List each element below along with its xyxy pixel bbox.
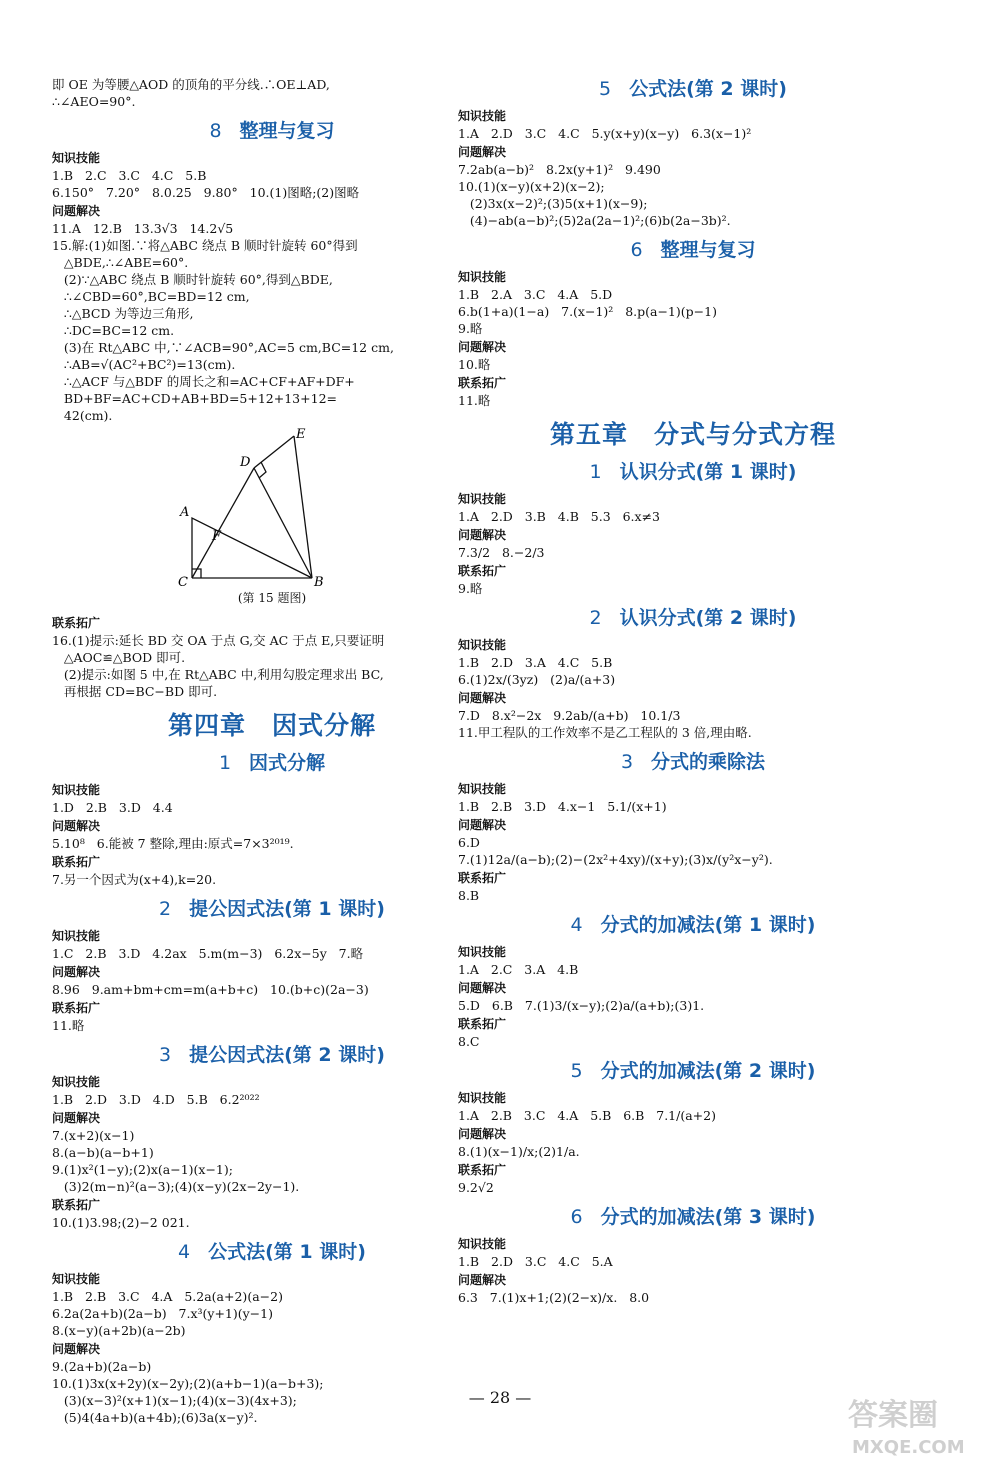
label-zsjn: 知识技能 <box>52 783 101 797</box>
answer-line: 1.C 2.B 3.D 4.2ax 5.m(m−3) 6.2x−5y 7.略 <box>52 946 364 961</box>
label-wtjj: 问题解决 <box>52 1111 101 1125</box>
answer-line: 10.(1)(x−y)(x+2)(x−2); <box>458 179 605 194</box>
label-lxtg: 联系拓广 <box>52 855 101 869</box>
answer-line: 7.(x+2)(x−1) <box>52 1128 135 1143</box>
answer-line: 9.略 <box>458 321 483 336</box>
fig-label-a: A <box>180 505 190 520</box>
section-heading: 5 公式法(第 2 课时) <box>599 78 787 100</box>
section-heading: 1 因式分解 <box>218 752 326 774</box>
label-wtjj: 问题解决 <box>458 145 507 159</box>
answer-line: 7.另一个因式为(x+4),k=20. <box>52 872 217 887</box>
answer-line: 11.略 <box>52 1018 85 1033</box>
answer-line: 9.(2a+b)(2a−b) <box>52 1359 152 1374</box>
answer-line: 再根据 CD=BC−BD 即可. <box>52 684 218 699</box>
label-wtjj: 问题解决 <box>52 1342 101 1356</box>
section-heading: 2 认识分式(第 2 课时) <box>589 607 797 629</box>
answer-line: 10.(1)3.98;(2)−2 021. <box>52 1215 190 1230</box>
answer-line: ∴△BCD 为等边三角形, <box>52 306 194 321</box>
answer-line: 11.略 <box>458 393 491 408</box>
text-line: ∴∠AEO=90°. <box>52 94 136 109</box>
section-heading: 4 公式法(第 1 课时) <box>178 1241 366 1263</box>
answer-line: ∴∠CBD=60°,BC=BD=12 cm, <box>52 289 250 304</box>
chapter-heading: 第四章 因式分解 <box>167 711 376 740</box>
answer-line: 6.2a(2a+b)(2a−b) 7.x³(y+1)(y−1) <box>52 1306 273 1321</box>
answer-line: 9.略 <box>458 581 483 596</box>
section-heading: 2 提公因式法(第 1 课时) <box>159 898 385 920</box>
answer-line: 1.A 2.D 3.C 4.C 5.y(x+y)(x−y) 6.3(x−1)² <box>458 126 752 141</box>
page-number: — 28 — <box>468 1388 532 1407</box>
label-zsjn: 知识技能 <box>458 492 507 506</box>
answer-line: 7.D 8.x²−2x 9.2ab/(a+b) 10.1/3 <box>458 708 681 723</box>
label-lxtg: 联系拓广 <box>52 1198 101 1212</box>
text-line: 即 OE 为等腰△AOD 的顶角的平分线.∴OE⊥AD, <box>52 77 330 92</box>
answer-line: ∴△ACF 与△BDF 的周长之和=AC+CF+AF+DF+ <box>52 374 355 389</box>
answer-line: 1.B 2.D 3.C 4.C 5.A <box>458 1254 613 1269</box>
answer-line: 15.解:(1)如图.∵将△ABC 绕点 B 顺时针旋转 60°得到 <box>52 238 358 253</box>
label-wtjj: 问题解决 <box>458 981 507 995</box>
answer-line: 6.D <box>458 835 480 850</box>
answer-line: 6.b(1+a)(1−a) 7.(x−1)² 8.p(a−1)(p−1) <box>458 304 717 319</box>
label-wtjj: 问题解决 <box>458 691 507 705</box>
section-heading: 6 整理与复习 <box>630 239 756 261</box>
label-zsjn: 知识技能 <box>52 929 101 943</box>
answer-line: 6.(1)2x/(3yz) (2)a/(a+3) <box>458 672 616 687</box>
label-wtjj: 问题解决 <box>458 1127 507 1141</box>
answer-line: (2)∵△ABC 绕点 B 顺时针旋转 60°,得到△BDE, <box>52 272 333 287</box>
fig-label-d: D <box>240 455 251 470</box>
label-zsjn: 知识技能 <box>458 1091 507 1105</box>
section-heading: 3 提公因式法(第 2 课时) <box>159 1044 385 1066</box>
fig-label-b: B <box>314 575 324 588</box>
label-lxtg: 联系拓广 <box>458 1017 507 1031</box>
answer-line: ∴DC=BC=12 cm. <box>52 323 175 338</box>
answer-line: 16.(1)提示:延长 BD 交 OA 于点 G,交 AC 于点 E,只要证明 <box>52 633 385 648</box>
section-heading: 6 分式的加减法(第 3 课时) <box>570 1206 816 1228</box>
answer-line: 1.B 2.B 3.D 4.x−1 5.1/(x+1) <box>458 799 667 814</box>
answer-line: △AOC≌△BOD 即可. <box>52 650 186 665</box>
answer-line: 7.2ab(a−b)² 8.2x(y+1)² 9.490 <box>458 162 661 177</box>
answer-line: 8.C <box>458 1034 480 1049</box>
label-lxtg: 联系拓广 <box>458 564 507 578</box>
answer-line: 1.B 2.D 3.D 4.D 5.B 6.2²⁰²² <box>52 1092 260 1107</box>
svg-text:答案圈: 答案圈 <box>848 1398 938 1433</box>
answer-line: 7.(1)12a/(a−b);(2)−(2x²+4xy)/(x+y);(3)x/(y²x−y²). <box>458 852 773 867</box>
label-lxtg: 联系拓广 <box>52 1001 101 1015</box>
section-heading: 8 整理与复习 <box>209 120 335 142</box>
fig-label-f: F <box>212 529 222 544</box>
label-lxtg: 联系拓广 <box>458 1163 507 1177</box>
section-heading: 3 分式的乘除法 <box>620 751 766 773</box>
answer-line: △BDE,∴∠ABE=60°. <box>52 255 189 270</box>
section-heading: 5 分式的加减法(第 2 课时) <box>570 1060 816 1082</box>
label-wtjj: 问题解决 <box>458 528 507 542</box>
section-heading: 4 分式的加减法(第 1 课时) <box>570 914 816 936</box>
answer-line: 5.D 6.B 7.(1)3/(x−y);(2)a/(a+b);(3)1. <box>458 998 705 1013</box>
answer-line: (3)在 Rt△ABC 中,∵∠ACB=90°,AC=5 cm,BC=12 cm, <box>52 340 394 355</box>
section-heading: 1 认识分式(第 1 课时) <box>589 461 797 483</box>
label-zsjn: 知识技能 <box>458 109 507 123</box>
answer-line: 11.A 12.B 13.3√3 14.2√5 <box>52 221 234 236</box>
label-lxtg: 联系拓广 <box>52 616 101 630</box>
answer-line: 5.10⁸ 6.能被 7 整除,理由:原式=7×3²⁰¹⁹. <box>52 836 294 851</box>
label-zsjn: 知识技能 <box>52 151 101 165</box>
answer-line: (3)(x−3)²(x+1)(x−1);(4)(x−3)(4x+3); <box>52 1393 297 1408</box>
answer-line: 8.(x−y)(a+2b)(a−2b) <box>52 1323 186 1338</box>
label-zsjn: 知识技能 <box>458 638 507 652</box>
answer-line: ∴AB=√(AC²+BC²)=13(cm). <box>52 357 236 372</box>
answer-line: 6.3 7.(1)x+1;(2)(2−x)/x. 8.0 <box>458 1290 650 1305</box>
chapter-heading: 第五章 分式与分式方程 <box>549 420 836 449</box>
answer-line: (2)3x(x−2)²;(3)5(x+1)(x−9); <box>458 196 648 211</box>
answer-line: 1.A 2.B 3.C 4.A 5.B 6.B 7.1/(a+2) <box>458 1108 716 1123</box>
answer-line: (5)4(4a+b)(a+4b);(6)3a(x−y)². <box>52 1410 258 1425</box>
answer-line: 10.略 <box>458 357 491 372</box>
answer-line: (2)提示:如图 5 中,在 Rt△ABC 中,利用勾股定理求出 BC, <box>52 667 384 682</box>
answer-line: 9.(1)x²(1−y);(2)x(a−1)(x−1); <box>52 1162 233 1177</box>
fig-label-c: C <box>178 575 188 588</box>
answer-line: 1.B 2.D 3.A 4.C 5.B <box>458 655 613 670</box>
answer-line: (3)2(m−n)²(a−3);(4)(x−y)(2x−2y−1). <box>52 1179 300 1194</box>
label-zsjn: 知识技能 <box>458 270 507 284</box>
label-wtjj: 问题解决 <box>458 1273 507 1287</box>
answer-line: 7.3/2 8.−2/3 <box>458 545 545 560</box>
geometry-figure <box>122 428 382 588</box>
answer-line: 42(cm). <box>52 408 113 423</box>
fig-label-e: E <box>296 428 306 442</box>
watermark-logo <box>842 1391 992 1461</box>
label-zsjn: 知识技能 <box>458 782 507 796</box>
label-wtjj: 问题解决 <box>52 819 101 833</box>
right-column <box>458 76 928 1306</box>
label-wtjj: 问题解决 <box>52 965 101 979</box>
label-wtjj: 问题解决 <box>458 818 507 832</box>
left-column <box>52 76 492 1426</box>
answer-line: 1.B 2.A 3.C 4.A 5.D <box>458 287 613 302</box>
answer-line: 11.甲工程队的工作效率不是乙工程队的 3 倍,理由略. <box>458 725 752 740</box>
answer-line: 9.2√2 <box>458 1180 494 1195</box>
answer-line: 8.B <box>458 888 480 903</box>
svg-text:MXQE.COM: MXQE.COM <box>852 1437 965 1458</box>
answer-line: 8.96 9.am+bm+cm=m(a+b+c) 10.(b+c)(2a−3) <box>52 982 369 997</box>
answer-line: 8.(a−b)(a−b+1) <box>52 1145 154 1160</box>
label-lxtg: 联系拓广 <box>458 376 507 390</box>
label-zsjn: 知识技能 <box>458 1237 507 1251</box>
label-zsjn: 知识技能 <box>52 1075 101 1089</box>
answer-line: 1.B 2.B 3.C 4.A 5.2a(a+2)(a−2) <box>52 1289 283 1304</box>
answer-line: 1.B 2.C 3.C 4.C 5.B <box>52 168 207 183</box>
answer-line: 1.A 2.C 3.A 4.B <box>458 962 579 977</box>
answer-line: 6.150° 7.20° 8.0.25 9.80° 10.(1)图略;(2)图略 <box>52 185 360 200</box>
answer-line: 8.(1)(x−1)/x;(2)1/a. <box>458 1144 580 1159</box>
answer-line: 10.(1)3x(x+2y)(x−2y);(2)(a+b−1)(a−b+3); <box>52 1376 324 1391</box>
figure-caption: (第 15 题图) <box>237 591 307 605</box>
answer-line: 1.A 2.D 3.B 4.B 5.3 6.x≠3 <box>458 509 661 524</box>
label-wtjj: 问题解决 <box>52 204 101 218</box>
label-lxtg: 联系拓广 <box>458 871 507 885</box>
answer-line: BD+BF=AC+CD+AB+BD=5+12+13+12= <box>52 391 337 406</box>
label-wtjj: 问题解决 <box>458 340 507 354</box>
label-zsjn: 知识技能 <box>52 1272 101 1286</box>
label-zsjn: 知识技能 <box>458 945 507 959</box>
answer-line: (4)−ab(a−b)²;(5)2a(2a−1)²;(6)b(2a−3b)². <box>458 213 731 228</box>
answer-line: 1.D 2.B 3.D 4.4 <box>52 800 173 815</box>
